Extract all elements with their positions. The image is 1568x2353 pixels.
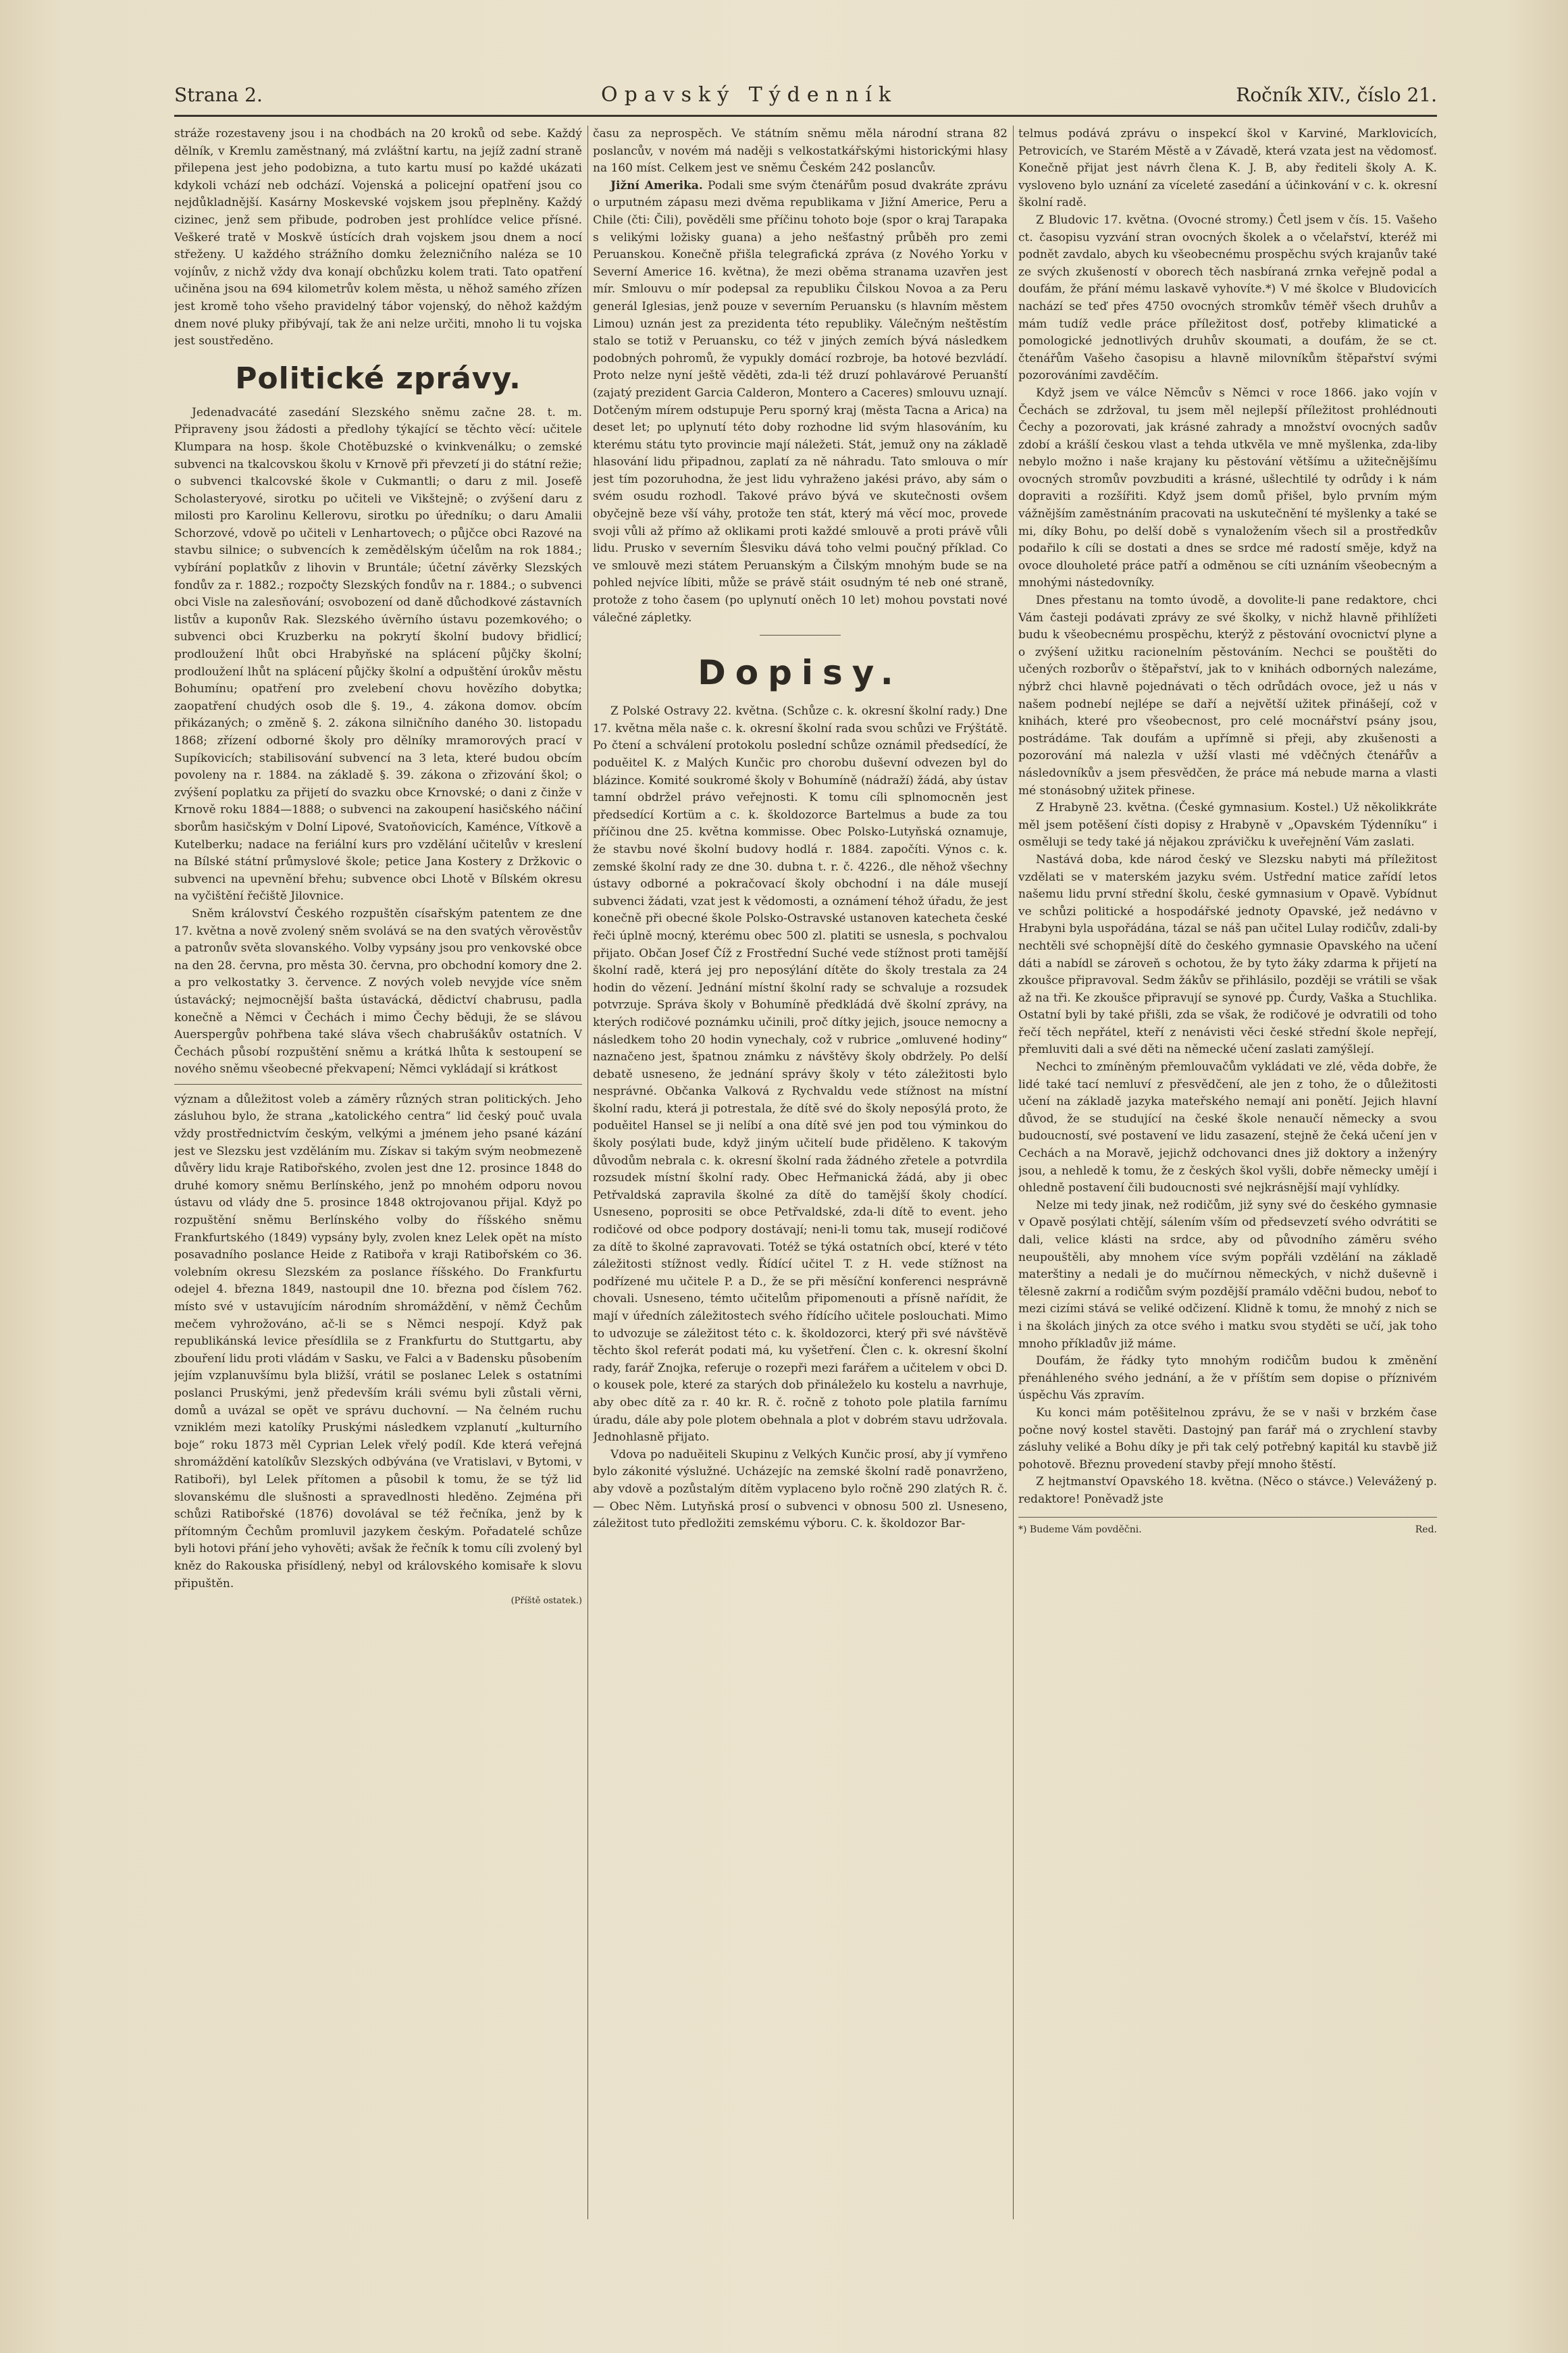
article-lelek-feuilleton: význam a důležitost voleb a záměry různých stran politických. Jeho zásluhou bylo, že strana „katolického centra“ lid český pouč uvala vždy prostřednictvím českým, velkými a jménem jeho psané kázání jest ve Slezsku jest vzděláním mu. Získav si takým svým neobmezeně důvěry lidu kraje Ratibořského, zvolen jest dne 12. prosince 1848 do druhé komory sněmu Berlínského, jenž po mnohém odporu novou ústavu od vlády dne 5. prosince 1848 oktrojovanou přijal. Když po rozpuštění sněmu Berlínského volby do říšského sněmu Frankfurtského (1849) vypsány byly, zvolen knez Lelek opět na místo posavadního poslance Heide z Ratibořa v kraji Ratibořském co 36. volebním okresu Slezském za poslance říšského. Do Frankfurtu odejel 4. března 1849, nastoupil dne 10. března pod číslem 762. místo své v ustavujícím národním shromáždění, v němž Čechům mečem vyhrožováno, ač-li se s Němci nespojí. Když pak republikánská levice přesídlila se z Frankfurtu do Stuttgartu, aby zbouření lidu proti vládám v Sasku, ve Falci a v Badensku působením jejím vzplanuvšímu byla bližší, vrátil se poslanec Lelek s ostatními poslanci Pruskými, jenž především králi svému byli zůstali věrni, domů a uvázal se opět ve správu duchovní. — Na čelném ruchu vzniklém mezi katolíky Pruskými následkem vzplanutí „kulturního boje“ roku 1873 měl Cyprian Lelek vřelý podíl. Kde která veřejná shromáždění katolíkův Slezských odbývána (ve Vratislavi, v Bytomi, v Ratiboři), byl Lelek přítomen a působil k tomu, že se týž lid slovanskému dle slušnosti a spravedlnosti hleděno. Zejména při schůzi Ratibořské (1876) dovolával se též řečníka, jenž by k přítomným Čechům promluvil jazykem českým. Pořadatelé schůze byli hotovi přání jeho vyhověti; avšak že řečník k tomu cíli zvolený byl kněz do Rakouska přisídlený, nebyl od královského komisaře k slovu připuštěn. (174, 1092, 582, 1591)
letter-bludovice-valka: Když jsem ve válce Němcův s Němci v roce 1866. jako vojín v Čechách se zdržoval, tu jsem měl nejlepší příležitost prohlédnouti Čechy a pozorovati, jak krásné zahrady a množství ovocných sadův zdobí a krášlí českou vlast a tehda utkvěla ve mně myšlenka, zda-liby nebylo možno i naše krajany ku pěstování většímu a užitečnějšímu ovocných stromův povzbuditi a krásné, ušlechtilé ty odrůdy i k nám dopraviti a rozšířiti. Když jsem domů přišel, bylo prvním mým vážnějším zaměstnáním pracovati na uskutečnění té myšlenky a také se mi, díky Bohu, po delší době s vynaložením všech sil a prostředkův podařilo k cíli se dostati a dnes se srdce mé radostí směje, když na ovoce dlouholeté práce patří a odměnou se cíti uznáním všeobecným a mnohými nástedovníky. (1018, 386, 1437, 590)
footnote-signature: Red. (1415, 1524, 1437, 1535)
column-divider-2 (1013, 126, 1014, 2219)
letter-hrabyne-doufam: Doufám, že řádky tyto mnohým rodičům budou k změnění přenáhleného svého jednání, a že v příštím sem dopise o příznivém úspěchu Vás zpravím. (1018, 1354, 1437, 1403)
letter-hejtmanstvi-opava: Z hejtmanství Opavského 18. května. (Něco o stávce.) Velevážený p. redaktore! Poněvadž jste (1018, 1475, 1437, 1506)
column-divider-1 (587, 126, 588, 2219)
letter-polska-ostrava: Z Polské Ostravy 22. května. (Schůze c. k. okresní školní rady.) Dne 17. května měla naše c. k. okresní školní rada svou schůzi ve Frýštátě. Po čtení a schválení protokolu poslední schůze oznámil předsedící, že poduěitel K. z Malých Kunčic pro chorobu duševní odvezen byl do blázince. Komité soukromé školy v Bohumíně (nádraží) žádá, aby ústav tamní obdržel právo veřejnosti. K tomu cíli splnomocněn jest předsedící Kortüm a c. k. školdozorce Bartelmus a bude za tou příčinou dne 25. května kommisse. Obec Polsko-Lutyňská oznamuje, že stavbu nové školní budovy hodlá r. 1884. započíti. Výnos c. k. zemské školní rady ze dne 30. dubna t. r. č. 4226., dle něhož všechny ústavy odborné a pokračovací školy obchodní i na dále musejí subvenci žádati, vzat jest k vědomosti, a oznámení téhož úřadu, že jest konečně při obecné škole Polsko-Ostravské ustanoven katecheta české řeči úplně mocný, kterému obec 500 zl. platiti se usnesla, s pochvalou přijato. Občan Josef Číž z Frostřední Suché vede stížnost proti tamější školní radě, která jej pro neposýlání dítěte do školy trestala za 24 hodin do vězení. Jednání místní školní rady se schvaluje a rozsudek potvrzuje. Správa školy v Bohumíně předkládá dvě školní zprávy, na kterých rodičové poznámku učinili, proč dítky jejich, jsouce nemocny a následkem toho 20 hodin vynechaly, což v rubrice „omluvené hodiny“ naznačeno jest, špatnou známku z návštěvy školy obdržely. Po delší debatě usneseno, že jednání správy školy v této záležitosti bylo nesprávné. Občanka Valková z Rychvaldu vede stížnost na místní školní radu, která ji potrestala, že dítě své do školy neposýlá proto, že poduěitel Hansel se ji nelíbí a ona dítě své jen pod tou výminkou do školy posýlati bude, když jiným učitelí bude přiděleno. K takovým důvodům nebrala c. k. okresní školní rada žádného zřetele a potvrdila rozsudek místní školní rady. Obec Heřmanická žádá, aby ji obec Petřvaldská zapravila školné za dítě do tamější školy chodící. Usneseno, poprositi se obce Petřvaldské, zda-li dítě to event. jeho rodičové od obce podpory dostávají; neni-li tomu tak, musejí rodičové za dítě to školné zapravovati. Totéž se týká ostatních obcí, které v této záležitosti stížnost vedly. Řídící učitel T. z H. vede stížnost na podřízené mu učitele P. a D., že se při měsíční konferenci nesprávně chovali. Usneseno, témto učitelům připomenouti a přísně nařídit, že mají v úředních záležitostech svého řídícího učitele poslouchati. Mimo to udvozuje se záležitost této c. k. školdozorci, který při své návštěvě těchto škol referát podati má, ku vyšetření. Člen c. k. okresní školní rady, farář Znojka, referuje o rozepři mezi farářem a učitelem v obci D. o kousek pole, které za starých dob přináleželo ku kostelu a navrhuje, aby obec dítě za r. 40 kr. R. č. ročně z tohoto pole platila farnímu úradu, dále aby pole plotem obehnala a plot v dobrém stavu udržovala. Jednohlasně přijato. (593, 704, 1008, 1445)
letter-ostrava-end: telmus podává zprávu o inspekcí škol v Karviné, Marklovicích, Petrovicích, ve Starém Městě a v Závadě, která vzata jest na vědomosť. Konečně přijat jest návrh člena K. J. B, aby řediteli školy A. K. vysloveno bylo uznání za víceleté zasedání a účinkování v c. k. okresní školní radě. (1018, 127, 1437, 210)
section-heading-politicke-zpravy: Politické zprávy. (235, 361, 521, 396)
volume-issue: Ročník XIV., číslo 21. (1236, 83, 1437, 106)
section-heading-dopisy: Dopisy. (698, 653, 903, 693)
article-jizni-amerika: Podali sme svým čtenářům posud dvakráte zprávu o urputném zápasu mezi dvěma republikama v Jižní Americe, Peru a Chile (čti: Čili), pověděli sme příčinu tohoto boje (spor o kraj Tarapaka s velikými ložisky guana) a jeho nešťastný průběh pro zemi Peruanskou. Konečně přišla telegrafická zpráva (z Nového Yorku v Severní Americe 16. května), že mezi oběma stranama uzavřen jest mír. Smlouvu o mír podepsal za republiku Čilskou Novoa a za Peru generál Iglesias, jenž pouze v severním Peruansku (s hlavním městem Limou) uznán jest za prezidenta této republiky. Válečným neštěstím stalo se totiž v Peruansku, co též v jiných zemích bývá následkem podobných pohromů, že vypukly domácí rozbroje, ba hotové bezvládí. Proto nelze nyní ještě věděti, zda-li též druzí pohlavárové Peruanští (zajatý prezident Garcia Calderon, Montero a Caceres) smlouvu uznají. Dotčeným mírem odstupuje Peru sporný kraj (města Tacna a Arica) na deset let; po uplynutí této doby rozhodne lid svým hlasováním, ku kterému státu tyto provincie mají náležeti. Stát, jemuž ony na základě hlasování lidu připadnou, zaplatí za ně náhradu. Tato smlouva o mír jest tím pozoruhodna, že jest lidu vyhraženo jakési právo, aby sám o svém osudu rozhodl. Takové právo bývá ve skutečnosti ovšem obyčejně beze vší váhy, protože ten stát, který má věcí moc, provede svoji vůli až přímo až oklikami proti každé smlouvě a proti právě vůli lidu. Prusko v severním Šlesviku dává toho velmi poučný příklad. Co ve smlouvě mezi státem Peruanským a Čilským mnohým bude se na pohled nejvíce líbiti, může se právě stáit osudným té neb oné straně, protože z toho časem (po uplynutí oněch 10 let) mohou povstati nové válečné zápletky. (593, 178, 1008, 625)
letter-vdova: Vdova po naduěiteli Skupinu z Velkých Kunčic prosí, aby jí vymřeno bylo zákonité výslužné. Ucházejíc na zemské školní radě ponavrženo, aby vdově a pozůstalým dítěm vyplaceno bylo ročně 290 zlatých R. č. — Obec Něm. Lutyňská prosí o subvenci v obnosu 500 zl. Usneseno, záležitost tuto předložiti zemskému výboru. C. k. školdozor Bar- (593, 1447, 1008, 1531)
footnote (1018, 1517, 1437, 1539)
page-number: Strana 2. (174, 83, 263, 106)
letter-hrabyne-nelze: Nelze mi tedy jinak, než rodičům, již syny své do českého gymnasie v Opavě posýlati chtějí, sálením vším od předsevzetí svého odvrátiti se dali, velice klásti na srdce, aby od původního záměru svého neupouštěli, aby mnohem více svým popřáli vzdělání na základě materštiny a nedali je do mučírnou německých, v nichž duševně i tělesně zakrní a rodičům svým pozdější pramálo vděčni budou, neboť to mezi cizími stává se veliké odčizení. Klidně k tomu, že mnohý z nich se i na školách jiných za otce svého i matku svou styděti se učí, jak toho mnoho příkladův již máme. (1018, 1198, 1437, 1351)
subheading-jizni-amerika: Jižní Amerika. (610, 178, 703, 192)
column-2 (593, 126, 1008, 2219)
letter-hrabyne-kostel: Ku konci mám potěšitelnou zprávu, že se v naši v brzkém čase počne nový kostel stavěti. Dastojný pan farář má o zrychlení stavby zásluhy veliké a Bohu díky je při tak celý potřebný kapitál ku stavbě již pohotově. Březnu provedení stavby přejí mnoho štěstí. (1018, 1405, 1437, 1472)
column-3 (1018, 126, 1437, 2219)
newspaper-title: Opavský Týdenník (601, 82, 898, 107)
article-kremlin-end: stráže rozestaveny jsou i na chodbách na 20 kroků od sebe. Každý dělník, v Kremlu zaměstnaný, má zvláštní kartu, na jejíž zadní straně přilepena jest jeho podobizna, a tuto kartu musí po každé ukázati kdykoli vchází neb odchází. Vojenská a policejní opatření jsou co nejdůkladnější. Kasárny Moskevské vojskem jsou přeplněny. Každý cizinec, jenž sem přibude, podroben jest prohlídce velice přísné. Veškeré tratě v Moskvě ústících drah vojskem jsou dnem a nocí střeženy. U každého strážního domku železničního naléza se 10 vojínův, z nichž vždy dva konají obchůzku kolem trati. Tato opatření učiněna jsou na 694 kilometrův kolem města, u něhož samého zřízen jest kromě toho všeho pravidelný tábor vojenský, do něhož každým dnem nové pluky přibývají, tak že ani nelze určiti, mnoho li tu vojska jest soustředěno. (174, 127, 582, 348)
article-snem-cesky: Sněm království Českého rozpuštěn císařským patentem ze dne 17. května a nově zvolený sněm svolává se na den svatých věrověstův a patronův světa slovanského. Volby vypsány jsou pro venkovské obce na den 28. června, pro města 30. června, pro obchodní komory dne 2. a pro velkostatky 3. července. Z nových voleb nevyjde více sněm ústavácký; nejmocnější bašta ústavácká, dědictví chabrusu, padla konečně a Němci v Čechách i mimo Čechy běduji, že se slávou Auerspergův pohřbena také sláva všech chabrušákův ostatních. V Čechách působí rozpuštění sněmu a krátká lhůta k sestoupení se nového sněmu všeobecné překvapení; Němci vykládají si krátkost (174, 906, 582, 1077)
feuilleton-divider (174, 1084, 582, 1085)
letter-hrabyne-nastava: Nastává doba, kde národ český ve Slezsku nabyti má příležitost vzdělati se v materském jazyku svém. Ustřední matice zařídí letos našemu lidu první střední školu, české gymnasium v Opavě. Vybídnut ve schůzi politické a hospodářské jednoty Opavské, jež nedávno v Hrabyni byla uspořádána, tázal se náš pan učitel Lulay rodičův, zdali-by nechtěli své schopnější dítě do českého gymnasie Opavského na učení dáti a nabídl se zároveň s ochotou, že by tyto žáky zdarma k přijetí na zkoušce připravoval. Sedm žákův se přihlásilo, později se vrátili se však až na tři. Ke zkoušce připravují se synové pp. Čurdy, Vaška a Stuchlika. Ostatní byli by také přišli, zda se však, že rodičové je odvratili od toho řečí těch nepřátel, kteří z nenávisti věci české střední škole nepřejí, přemluviti dali a své děti na německé učení zaslati zamýšlejí. (1018, 852, 1437, 1057)
header-rule (174, 115, 1437, 117)
section-divider (760, 635, 841, 636)
column-1 (174, 126, 582, 2219)
letter-hrabyne: Z Hrabyně 23. května. (České gymnasium. Kostel.) Už několikkráte měl jsem potěšení čísti dopisy z Hrabyně v „Opavském Týdenníku“ i osměluji se tedy také já nějakou zprávičku k uveřejnění Vám zaslati. (1018, 801, 1437, 850)
letter-hrabyne-nechci: Nechci to zmíněným přemlouvačům vykládati ve zlé, věda dobře, že lidé také tací nemluví z přesvědčení, ale jen z toho, že o důležitosti učení na základě jazyka mateřského nemají ani ponětí. Jejich hlavní důvod, že se studující na české škole nenaučí německy a svou budoucností, své postavení ve lidu zasazení, stejně že čeká učení jen v Cechách a na Moravě, jejichž odchovanci dnes již doktory a inženýry jsou, a nehledě k tomu, že z českých škol vyšli, dobře německy umějí i ohledně postavení čili budoucnosti své nejkrásnější mají vyhlídky. (1018, 1060, 1437, 1195)
page-header (174, 80, 1437, 109)
letter-bludovice-dnes: Dnes přestanu na tomto úvodě, a dovolite-li pane redaktore, chci Vám časteji podávati zprávy ze své školky, v nichž hlavně přihlížeti budu k všeobecnému prospěchu, kterýž z pěstování ovocnictví plyne a o zvýšení užitku racionelním pěstováním. Nechci se pouštěti do učených rozborův o štěpařství, jak to v knihách odborných nalezáme, nýbrž chci hlavně pojednávati o těch odrůdách ovoce, jež u nás v našem podnebí nejlépe se daří a největší užitek přinášejí, což v knihách, které pro všeobecnost, pro celé mocnářství psány jsou, postrádáme. Tak doufám a upřímně si přeji, aby zkušenosti a pozorování má nalezla v užší vlasti mé vděčných čtenářův a následovníkův a jsem přesvědčen, že práce má nebude marna a vlasti mé stonásobný užitek přinese. (1018, 594, 1437, 798)
article-slezsky-snem: Jedenadvacáté zasedání Slezského sněmu začne 28. t. m. Připraveny jsou žádosti a předlohy týkající se těchto věcí: učitele Klumpara na hosp. škole Chotěbuzské o kvinkvenálku; o zemské subvenci na tkalcovskou školu v Krnově při převzetí ji do státní režie; o subvenci tkalcovské škole v Cukmantli; o daru z mil. Josefě Scholasteryové, sirotku po učiteli ve Vikštejně; o zvýšení daru z milosti pro Karolinu Kellerovu, sirotku po úředníku; o daru Amalii Schorzové, vdově po učiteli v Lenhartovech; o půjčce obci Razové na stavbu silnice; o subvencích k zemědělským účelům na rok 1884.; vybírání poplatkův z lihovin v Bruntále; účetní závěrky Slezských fondův za r. 1882.; rozpočty Slezských fondův na r. 1884.; o subvenci obci Visle na zalesňování; osvobození od daně důchodkové zástavních listův a kuponův Rak. Slezského úvěrního ústavu pozemkového; o subvenci obci Kruzberku na pokrytí školní budovy břidlicí; prodloužení lhůt obci Hrabyňské na splácení půjčky školní; prodloužení lhůt na splácení půjčky školní a odpuštění úrokův městu Bohumínu; opatření pro zvelebení chovu hovězího dobytka; zaopatření chudých osob dle §. 19., 4. zákona domov. obcím přikázaných; o změně §. 2. zákona silničního daného 30. listopadu 1868; zřízení odborné školy pro dělníky mramorových prací v Supíkovicích; stabilisování subvencí na 3 leta, které budou obcím povoleny na r. 1884. na základě §. 39. zákona o zřizování škol; o zvýšení poplatku za přijetí do svazku obce Krnovské; o dani z činže v Krnově roku 1884—1888; o subvenci na zakoupení hasičského náčiní sborům hasičským v Dolní Lipové, Svatoňovicích, Kaménce, Vítkově a Kutelberku; nadace na feriální kurs pro vzdělání učitelův v kreslení na Bílské státní průmyslové škole; petice Jana Kostery z Držkovic o subvenci na upevnění břehu; subvence obci Lhotě v Bílském okresu na vyčištění řečiště Jilovnice. (174, 405, 582, 904)
continued-note: (Příště ostatek.) (511, 1596, 582, 1607)
footnote-text: *) Budeme Vám povděčni. (1018, 1524, 1142, 1535)
article-snem-end: času za neprospěch. Ve státním sněmu měla národní strana 82 poslancův, v novém má naději s velkostatkářskými historickými hlasy na 160 míst. Celkem jest ve sněmu Českém 242 poslancův. (593, 127, 1008, 176)
letter-bludovice: Z Bludovic 17. května. (Ovocné stromy.) Četl jsem v čís. 15. Vašeho ct. časopisu vyzvání stran ovocných školek a o včelařství, kteréž mi podnět zavdalo, abych ku všeobecnému prospěchu svých krajanův také ze svých zkušeností v oborech těch nasbíraná zrnka veřejně podal a doufám, že přání mému laskavě vyhovíte.*) V mé školce v Bludovicích nachází se teď přes 4750 ovocných stromkův téměř všech druhův a mám tudíž vedle práce příležitost dosť, potřeby klimatické a pomologické jednotlivých druhův skoumati, a doufám, že se ct. čtenářům Vašeho časopisu a hlavně milovníkům štěpařství svými pozorováními zavděčím. (1018, 213, 1437, 383)
